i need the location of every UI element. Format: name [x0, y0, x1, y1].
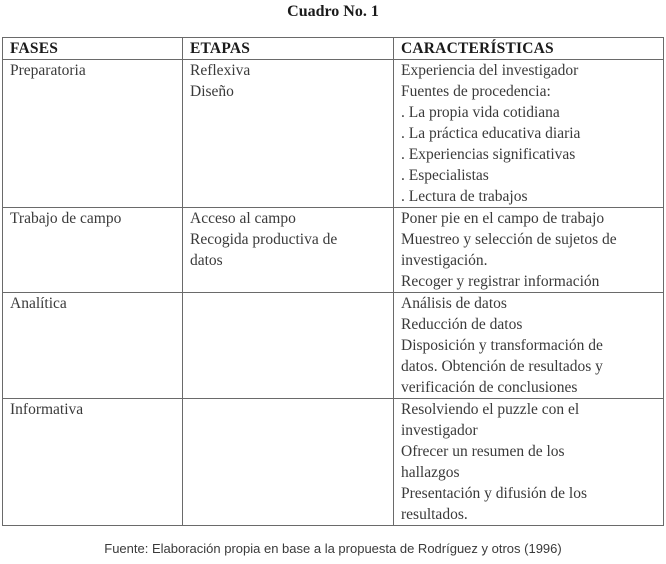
etapa-line: datos — [190, 252, 223, 269]
table-row — [3, 60, 664, 208]
cell-caracteristicas — [394, 208, 664, 293]
fase-label: Analítica — [10, 295, 67, 312]
caracteristica-line: Fuentes de procedencia: — [401, 83, 551, 100]
table-row — [3, 208, 664, 293]
caracteristica-line: datos. Obtención de resultados y — [401, 358, 603, 375]
cell-fase — [3, 208, 183, 293]
fase-label: Informativa — [10, 401, 84, 418]
table-title: Cuadro No. 1 — [287, 3, 379, 20]
cell-fase — [3, 60, 183, 208]
cell-caracteristicas — [394, 399, 664, 526]
caracteristica-line: Resolviendo el puzzle con el — [401, 401, 580, 418]
caracteristica-line: verificación de conclusiones — [401, 379, 578, 396]
header-caracteristicas: CARACTERÍSTICAS — [394, 38, 664, 60]
phases-table — [2, 37, 664, 526]
header-etapas: ETAPAS — [183, 38, 394, 60]
caracteristica-line: Poner pie en el campo de trabajo — [401, 210, 605, 227]
cell-caracteristicas — [394, 293, 664, 399]
cell-fase — [3, 399, 183, 526]
caracteristica-line: hallazgos — [401, 464, 460, 481]
caracteristica-line: . La propia vida cotidiana — [401, 104, 560, 121]
fase-label: Trabajo de campo — [10, 210, 122, 227]
cell-etapas — [183, 399, 394, 526]
etapa-line: Reflexiva — [190, 62, 251, 79]
caracteristica-line: investigador — [401, 422, 478, 439]
cell-etapas — [183, 60, 394, 208]
caracteristica-line: investigación. — [401, 252, 488, 269]
table-header-row — [3, 38, 664, 60]
cell-etapas — [183, 293, 394, 399]
etapa-line: Recogida productiva de — [190, 231, 338, 248]
etapa-line: Diseño — [190, 83, 234, 100]
caracteristica-line: . Lectura de trabajos — [401, 188, 528, 205]
cell-fase — [3, 293, 183, 399]
caracteristica-line: . La práctica educativa diaria — [401, 125, 581, 142]
caracteristica-line: Muestreo y selección de sujetos de — [401, 231, 617, 248]
caracteristica-line: Presentación y difusión de los — [401, 485, 587, 502]
fase-label: Preparatoria — [10, 62, 86, 79]
cell-etapas — [183, 208, 394, 293]
table-row — [3, 399, 664, 526]
caracteristica-line: Recoger y registrar información — [401, 273, 600, 290]
caracteristica-line: Reducción de datos — [401, 316, 523, 333]
caracteristica-line: . Especialistas — [401, 167, 489, 184]
etapa-line: Acceso al campo — [190, 210, 296, 227]
caracteristica-line: resultados. — [401, 506, 468, 523]
caracteristica-line: Análisis de datos — [401, 295, 507, 312]
table-row — [3, 293, 664, 399]
caracteristica-line: . Experiencias significativas — [401, 146, 576, 163]
caracteristica-line: Disposición y transformación de — [401, 337, 603, 354]
cell-caracteristicas — [394, 60, 664, 208]
header-fases: FASES — [3, 38, 183, 60]
source-note: Fuente: Elaboración propia en base a la propuesta de Rodríguez y otros (1996) — [104, 541, 562, 556]
caracteristica-line: Experiencia del investigador — [401, 62, 579, 79]
caracteristica-line: Ofrecer un resumen de los — [401, 443, 565, 460]
